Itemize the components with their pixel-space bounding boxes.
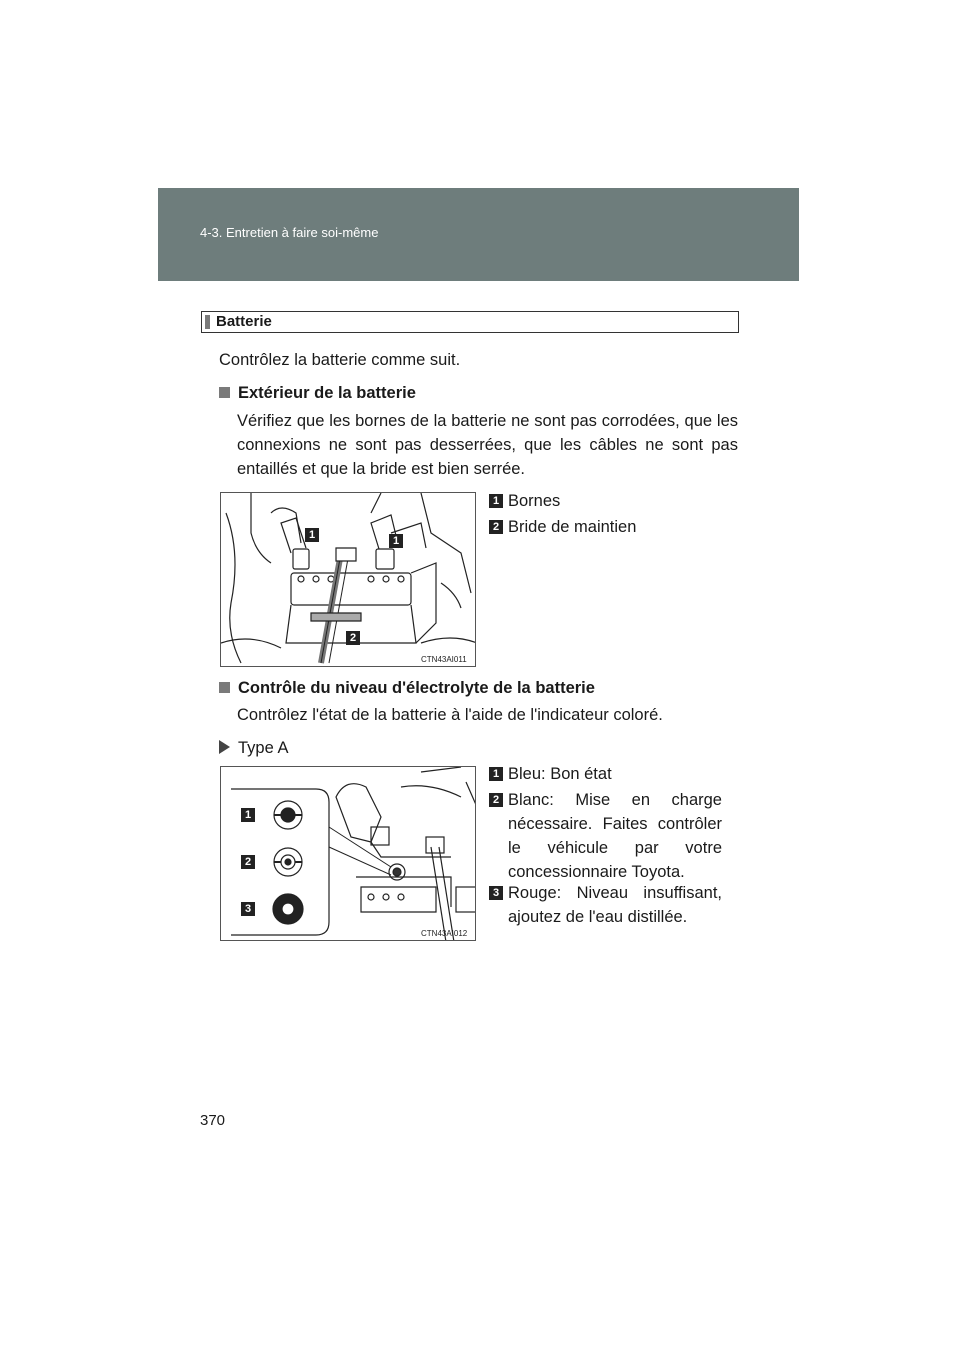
square-bullet-icon [219,682,230,693]
exterior-heading: Extérieur de la batterie [219,381,416,406]
exterior-text: Vérifiez que les bornes de la batterie ne sont pas corrodées, que les connexions ne sont pas desserrées, que les câbles ne sont pas entaillés et que la bride est bien serrée. [237,412,738,478]
callout-1: 1 [389,534,403,548]
triangle-arrow-icon [219,740,230,754]
electrolyte-text: Contrôlez l'état de la batterie à l'aide de l'indicateur coloré. [237,706,663,724]
electrolyte-indicator-figure [220,766,476,941]
callout-3: 3 [241,902,255,916]
section-title-marker [205,315,210,329]
figure-code: CTN43AI011 [421,655,467,664]
callout-1: 1 [241,808,255,822]
square-bullet-icon [219,387,230,398]
callout-1: 1 [305,528,319,542]
section-title: Batterie [216,313,272,330]
breadcrumb: 4-3. Entretien à faire soi-même [200,225,379,240]
electrolyte-indicator-illustration [221,767,476,941]
callout-2: 2 [241,855,255,869]
callout-2: 2 [346,631,360,645]
electrolyte-heading: Contrôle du niveau d'électrolyte de la batterie [219,676,595,701]
intro-text: Contrôlez la batterie comme suit. [219,351,461,369]
battery-terminals-figure [220,492,476,667]
page-number: 370 [200,1112,226,1129]
figure-code: CTN43AI012 [421,929,468,938]
section-title-box [201,311,739,333]
type-label: Type A [219,736,288,761]
